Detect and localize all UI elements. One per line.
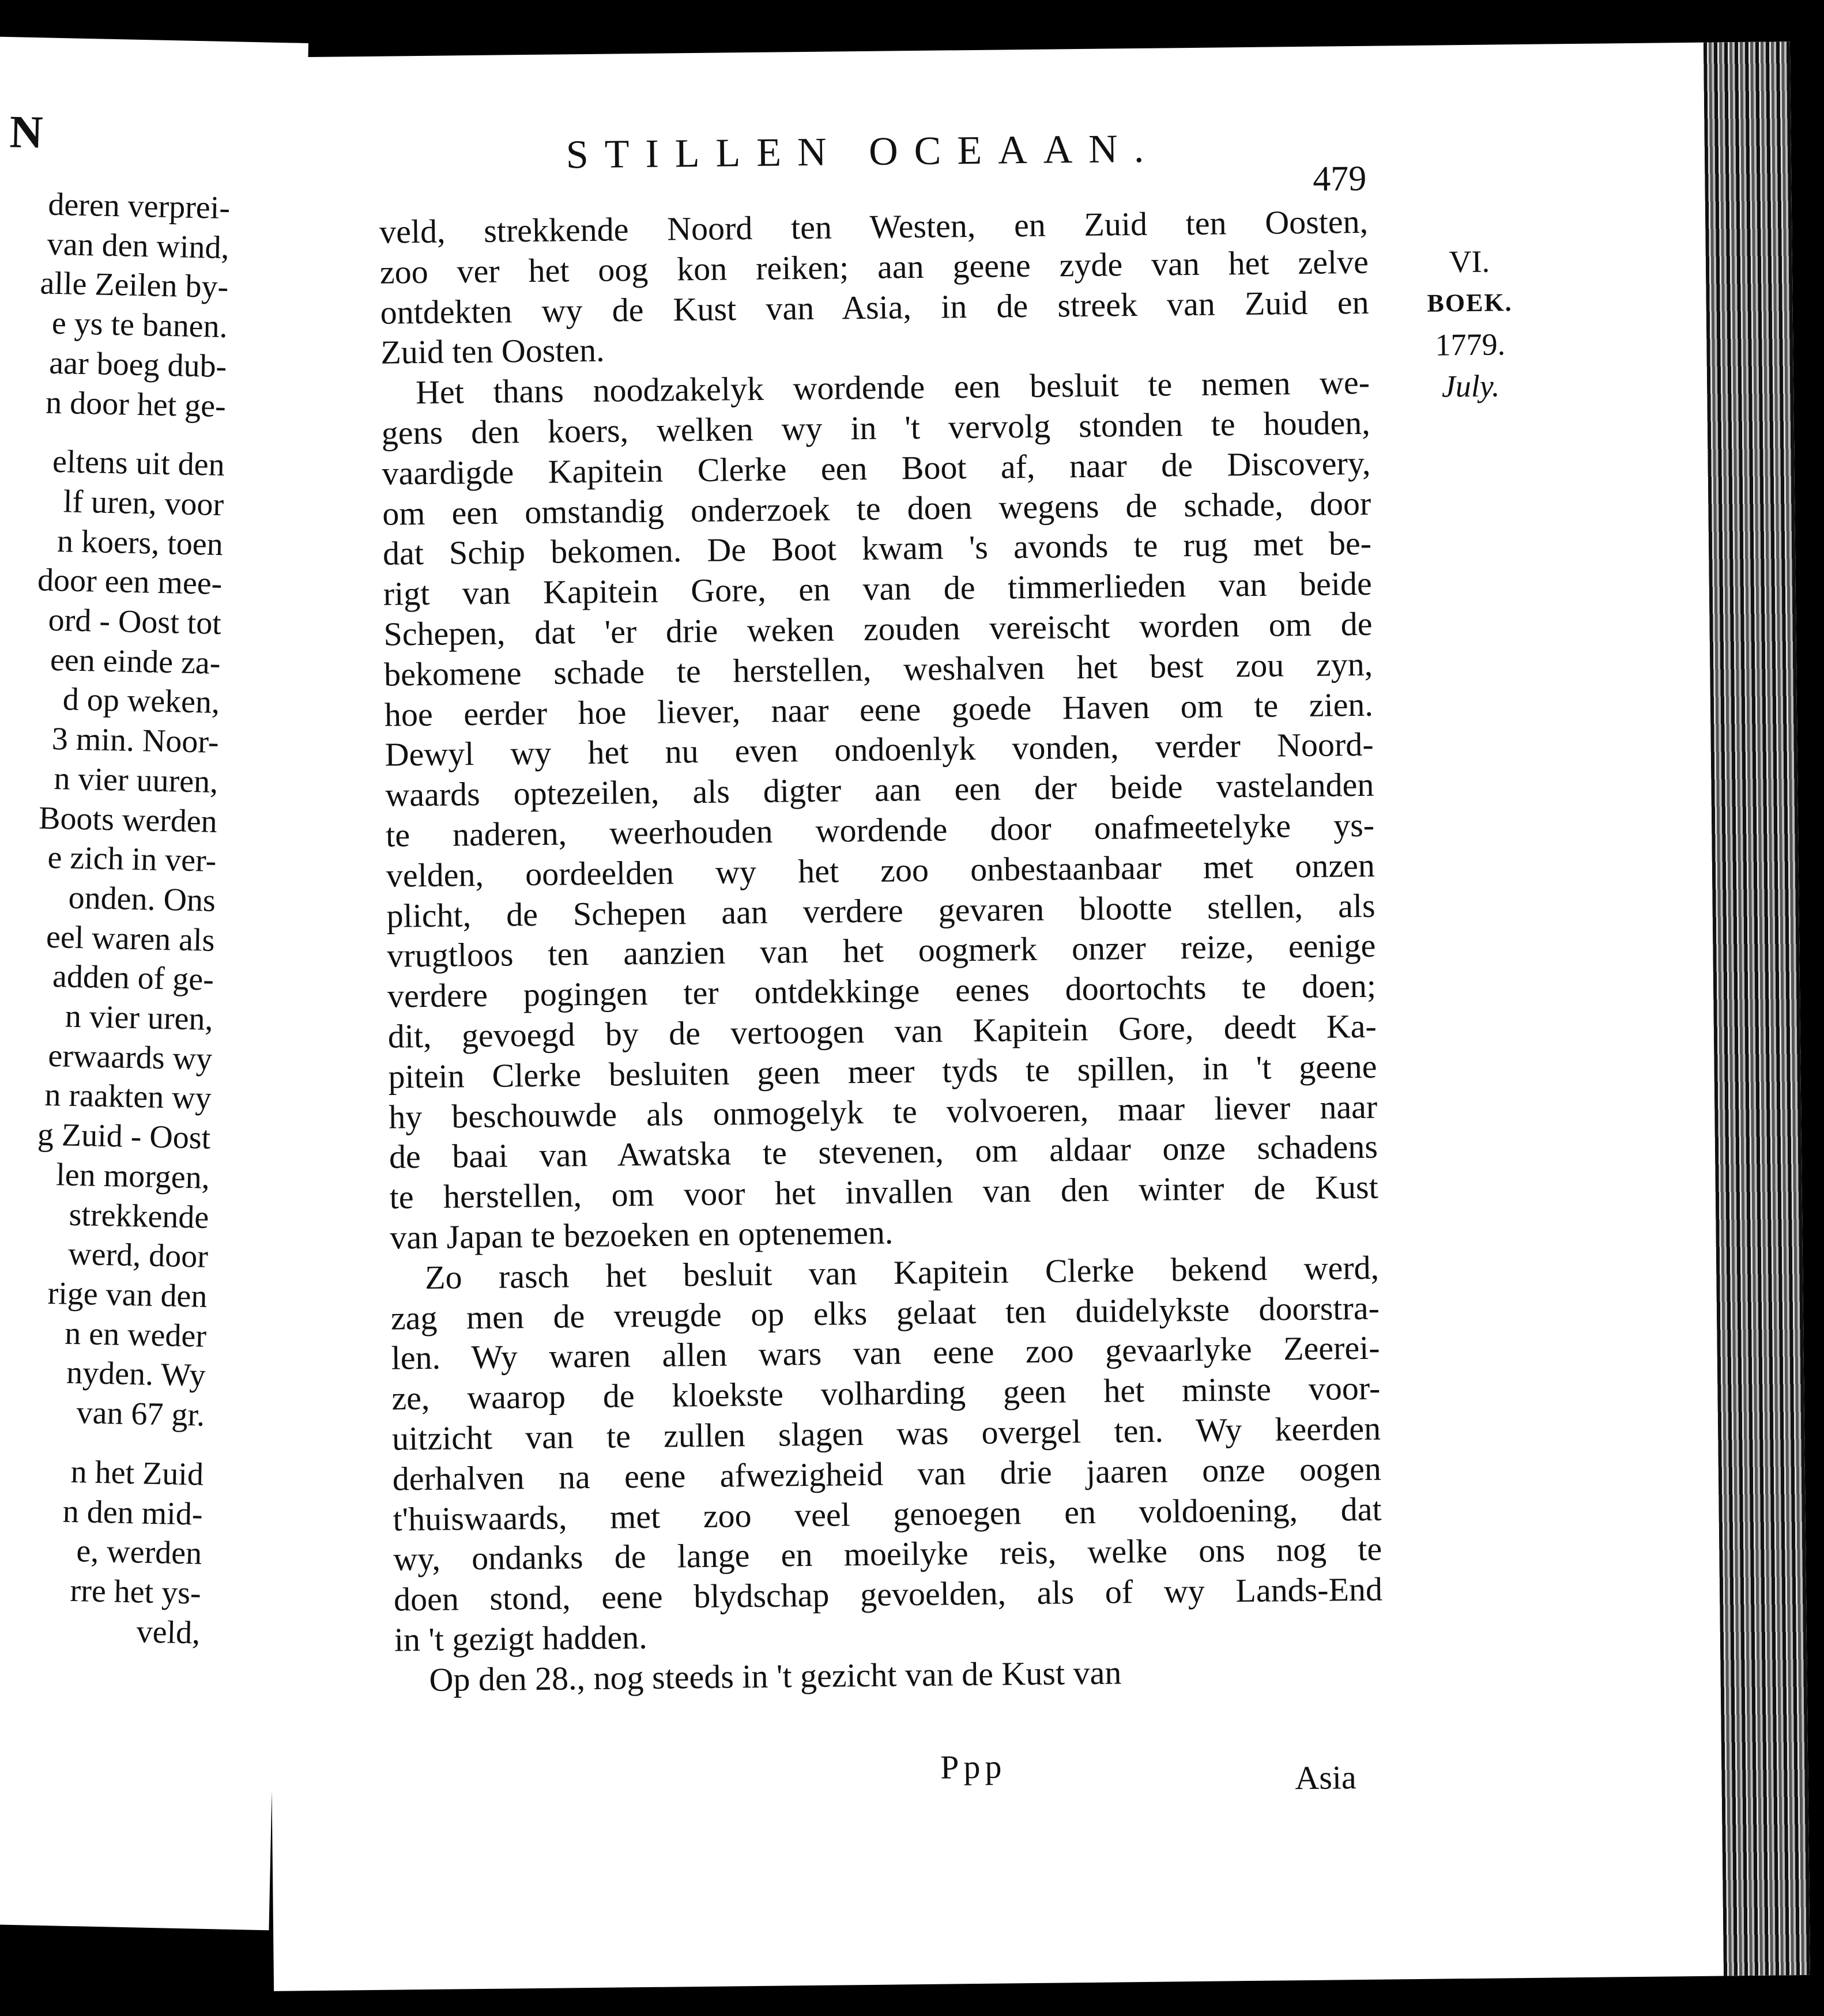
text-line: pitein Clerke besluiten geen meer tyds te spillen, in 't geene — [388, 1047, 1377, 1096]
text-line: doen stond, eene blydschap gevoelden, als of wy Lands-End — [393, 1570, 1383, 1618]
left-text-line: eltens uit den — [52, 444, 225, 484]
signature-mark: Ppp — [940, 1747, 1007, 1786]
text-line: plicht, de Schepen aan verdere gevaren blootte stellen, als — [386, 886, 1375, 935]
text-line: len. Wy waren allen wars van eene zoo gevaarlyke Zeerei- — [391, 1328, 1380, 1377]
text-line: Het thans noodzakelyk wordende een besluit te nemen we- — [415, 363, 1370, 411]
left-text-line: 3 min. Noor- — [51, 721, 220, 761]
text-line: ontdekten wy de Kust van Asia, in de streek van Zuid en — [380, 283, 1369, 331]
text-line: Dewyl wy het nu even ondoenlyk vonden, verder Noord- — [385, 726, 1374, 774]
running-header: STILLEN OCEAAN. — [566, 126, 1160, 178]
text-line: Op den 28., nog steeds in 't gezicht van de Kust van — [429, 1653, 1122, 1698]
left-text-line: n door het ge- — [45, 384, 227, 424]
left-text-line: ord - Oost tot — [48, 602, 222, 642]
text-line: dat Schip bekomen. De Boot kwam 's avonds te rug met be- — [382, 524, 1372, 573]
left-text-line: een einde za- — [50, 641, 221, 681]
left-text-line: strekkende — [69, 1196, 209, 1236]
left-text-line: n vier uren, — [65, 998, 214, 1037]
body-text — [379, 202, 1384, 1700]
left-text-line: n het Zuid — [70, 1454, 204, 1493]
page-number: 479 — [1312, 158, 1367, 199]
text-line: velden, oordeelden wy het zoo onbestaanbaar met onzen — [386, 846, 1375, 894]
left-text-line: onden. Ons — [68, 879, 216, 919]
left-text-line: rre het ys- — [70, 1572, 202, 1611]
left-text-line: len morgen, — [55, 1157, 210, 1196]
text-line: zoo ver het oog kon reiken; aan geene zyde van het zelve — [379, 243, 1369, 291]
text-line: bekomene schade te herstellen, weshalven het best zou zyn, — [383, 645, 1373, 693]
text-line: veld, strekkende Noord ten Westen, en Zuid ten Oosten, — [379, 202, 1369, 251]
left-running-letter: N — [9, 107, 44, 158]
catchword: Asia — [1295, 1758, 1357, 1797]
left-text-line: d op weken, — [62, 681, 220, 721]
left-text-line: lf uren, voor — [63, 484, 224, 523]
text-line: te herstellen, om voor het invallen van den winter de Kust — [389, 1168, 1378, 1216]
text-line: Zo rasch het besluit van Kapitein Clerke bekend werd, — [424, 1248, 1380, 1296]
text-line: dit, gevoegd by de vertoogen van Kapitein Gore, deedt Ka- — [387, 1007, 1377, 1055]
left-text-line: van 67 gr. — [76, 1395, 205, 1433]
left-text-line: n den mid- — [62, 1493, 203, 1532]
left-text-line: e, werden — [76, 1533, 202, 1572]
text-line: gens den koers, welken wy in 't vervolg stonden te houden, — [381, 403, 1371, 452]
left-text-line: werd, door — [67, 1236, 209, 1275]
text-line: vaardigde Kapitein Clerke een Boot af, naar de Discovery, — [382, 444, 1371, 492]
left-text-line: erwaards wy — [47, 1037, 213, 1077]
text-line: vrugtloos ten aanzien van het oogmerk onzer reize, eenige — [386, 927, 1376, 975]
left-page-text — [0, 184, 231, 1653]
left-text-line: Boots werden — [38, 800, 218, 840]
text-line: van Japan te bezoeken en optenemen. — [390, 1213, 894, 1256]
left-text-line: van den wind, — [47, 226, 230, 266]
text-line: rigt van Kapitein Gore, en van de timmerlieden van beide — [383, 564, 1373, 613]
left-text-line: door een mee- — [37, 562, 223, 602]
book-edge — [1704, 41, 1810, 1976]
left-text-line: rige van den — [47, 1275, 208, 1315]
margin-month: July. — [1441, 368, 1500, 404]
left-text-line: nyden. Wy — [66, 1355, 206, 1394]
text-line: in 't gezigt hadden. — [394, 1618, 647, 1659]
paragraph — [381, 363, 1379, 1258]
text-line: zag men de vreugde op elks gelaat ten duidelykste doorstra- — [390, 1289, 1380, 1337]
text-line: hoe eerder hoe liever, naar eene goede Haven om te zien. — [384, 685, 1374, 734]
left-text-line: adden of ge- — [52, 958, 214, 998]
paragraph — [379, 202, 1370, 373]
text-line: verdere pogingen ter ontdekkinge eenes doortochts te doen; — [387, 967, 1377, 1015]
text-line: Schepen, dat 'er drie weken zouden vereischt worden om de — [383, 605, 1373, 653]
text-line: de baai van Awatska te stevenen, om aldaar onze schadens — [389, 1128, 1378, 1176]
left-text-line: deren verprei- — [47, 186, 231, 226]
left-text-line: veld, — [136, 1613, 201, 1651]
text-line: te naderen, weerhouden wordende door onafmeetelyke ys- — [385, 806, 1375, 854]
text-line: Zuid ten Oosten. — [380, 331, 605, 372]
margin-book-label: BOEK. — [1427, 288, 1513, 318]
text-line: waards optezeilen, als digter aan een der beide vastelanden — [385, 765, 1374, 814]
text-line: ze, waarop de kloekste volharding geen het minste voor- — [391, 1369, 1381, 1417]
text-line: derhalven na eene afwezigheid van drie jaaren onze oogen — [392, 1449, 1382, 1498]
paragraph — [390, 1247, 1383, 1660]
text-line: t'huiswaards, met zoo veel genoegen en voldoening, dat — [393, 1490, 1382, 1538]
left-text-line: g Zuid - Oost — [37, 1116, 211, 1157]
left-text-line: n raakten wy — [44, 1077, 212, 1117]
text-line: uitzicht van te zullen slagen was overgel ten. Wy keerden — [391, 1409, 1381, 1458]
left-text-line: alle Zeilen by- — [40, 265, 229, 305]
right-page — [254, 41, 1810, 1991]
left-text-line: n vier uuren, — [53, 760, 218, 800]
margin-book-number: VI. — [1449, 244, 1490, 280]
text-line: hy beschouwde als onmogelyk te volvoeren, maar liever naar — [388, 1088, 1378, 1136]
left-text-line: aar boeg dub- — [48, 345, 227, 384]
text-line: om een omstandig onderzoek te doen wegens de schade, door — [382, 484, 1371, 533]
left-text-line: e ys te banen. — [51, 305, 228, 345]
left-text-line: n en weder — [64, 1315, 207, 1354]
margin-note — [1405, 240, 1534, 407]
left-text-line: eel waren als — [46, 919, 216, 958]
left-text-line: n koers, toen — [56, 523, 224, 562]
margin-year: 1779. — [1435, 327, 1506, 363]
left-text-line: e zich in ver- — [47, 840, 217, 879]
text-line: wy, ondanks de lange en moeilyke reis, welke ons nog te — [393, 1530, 1382, 1578]
